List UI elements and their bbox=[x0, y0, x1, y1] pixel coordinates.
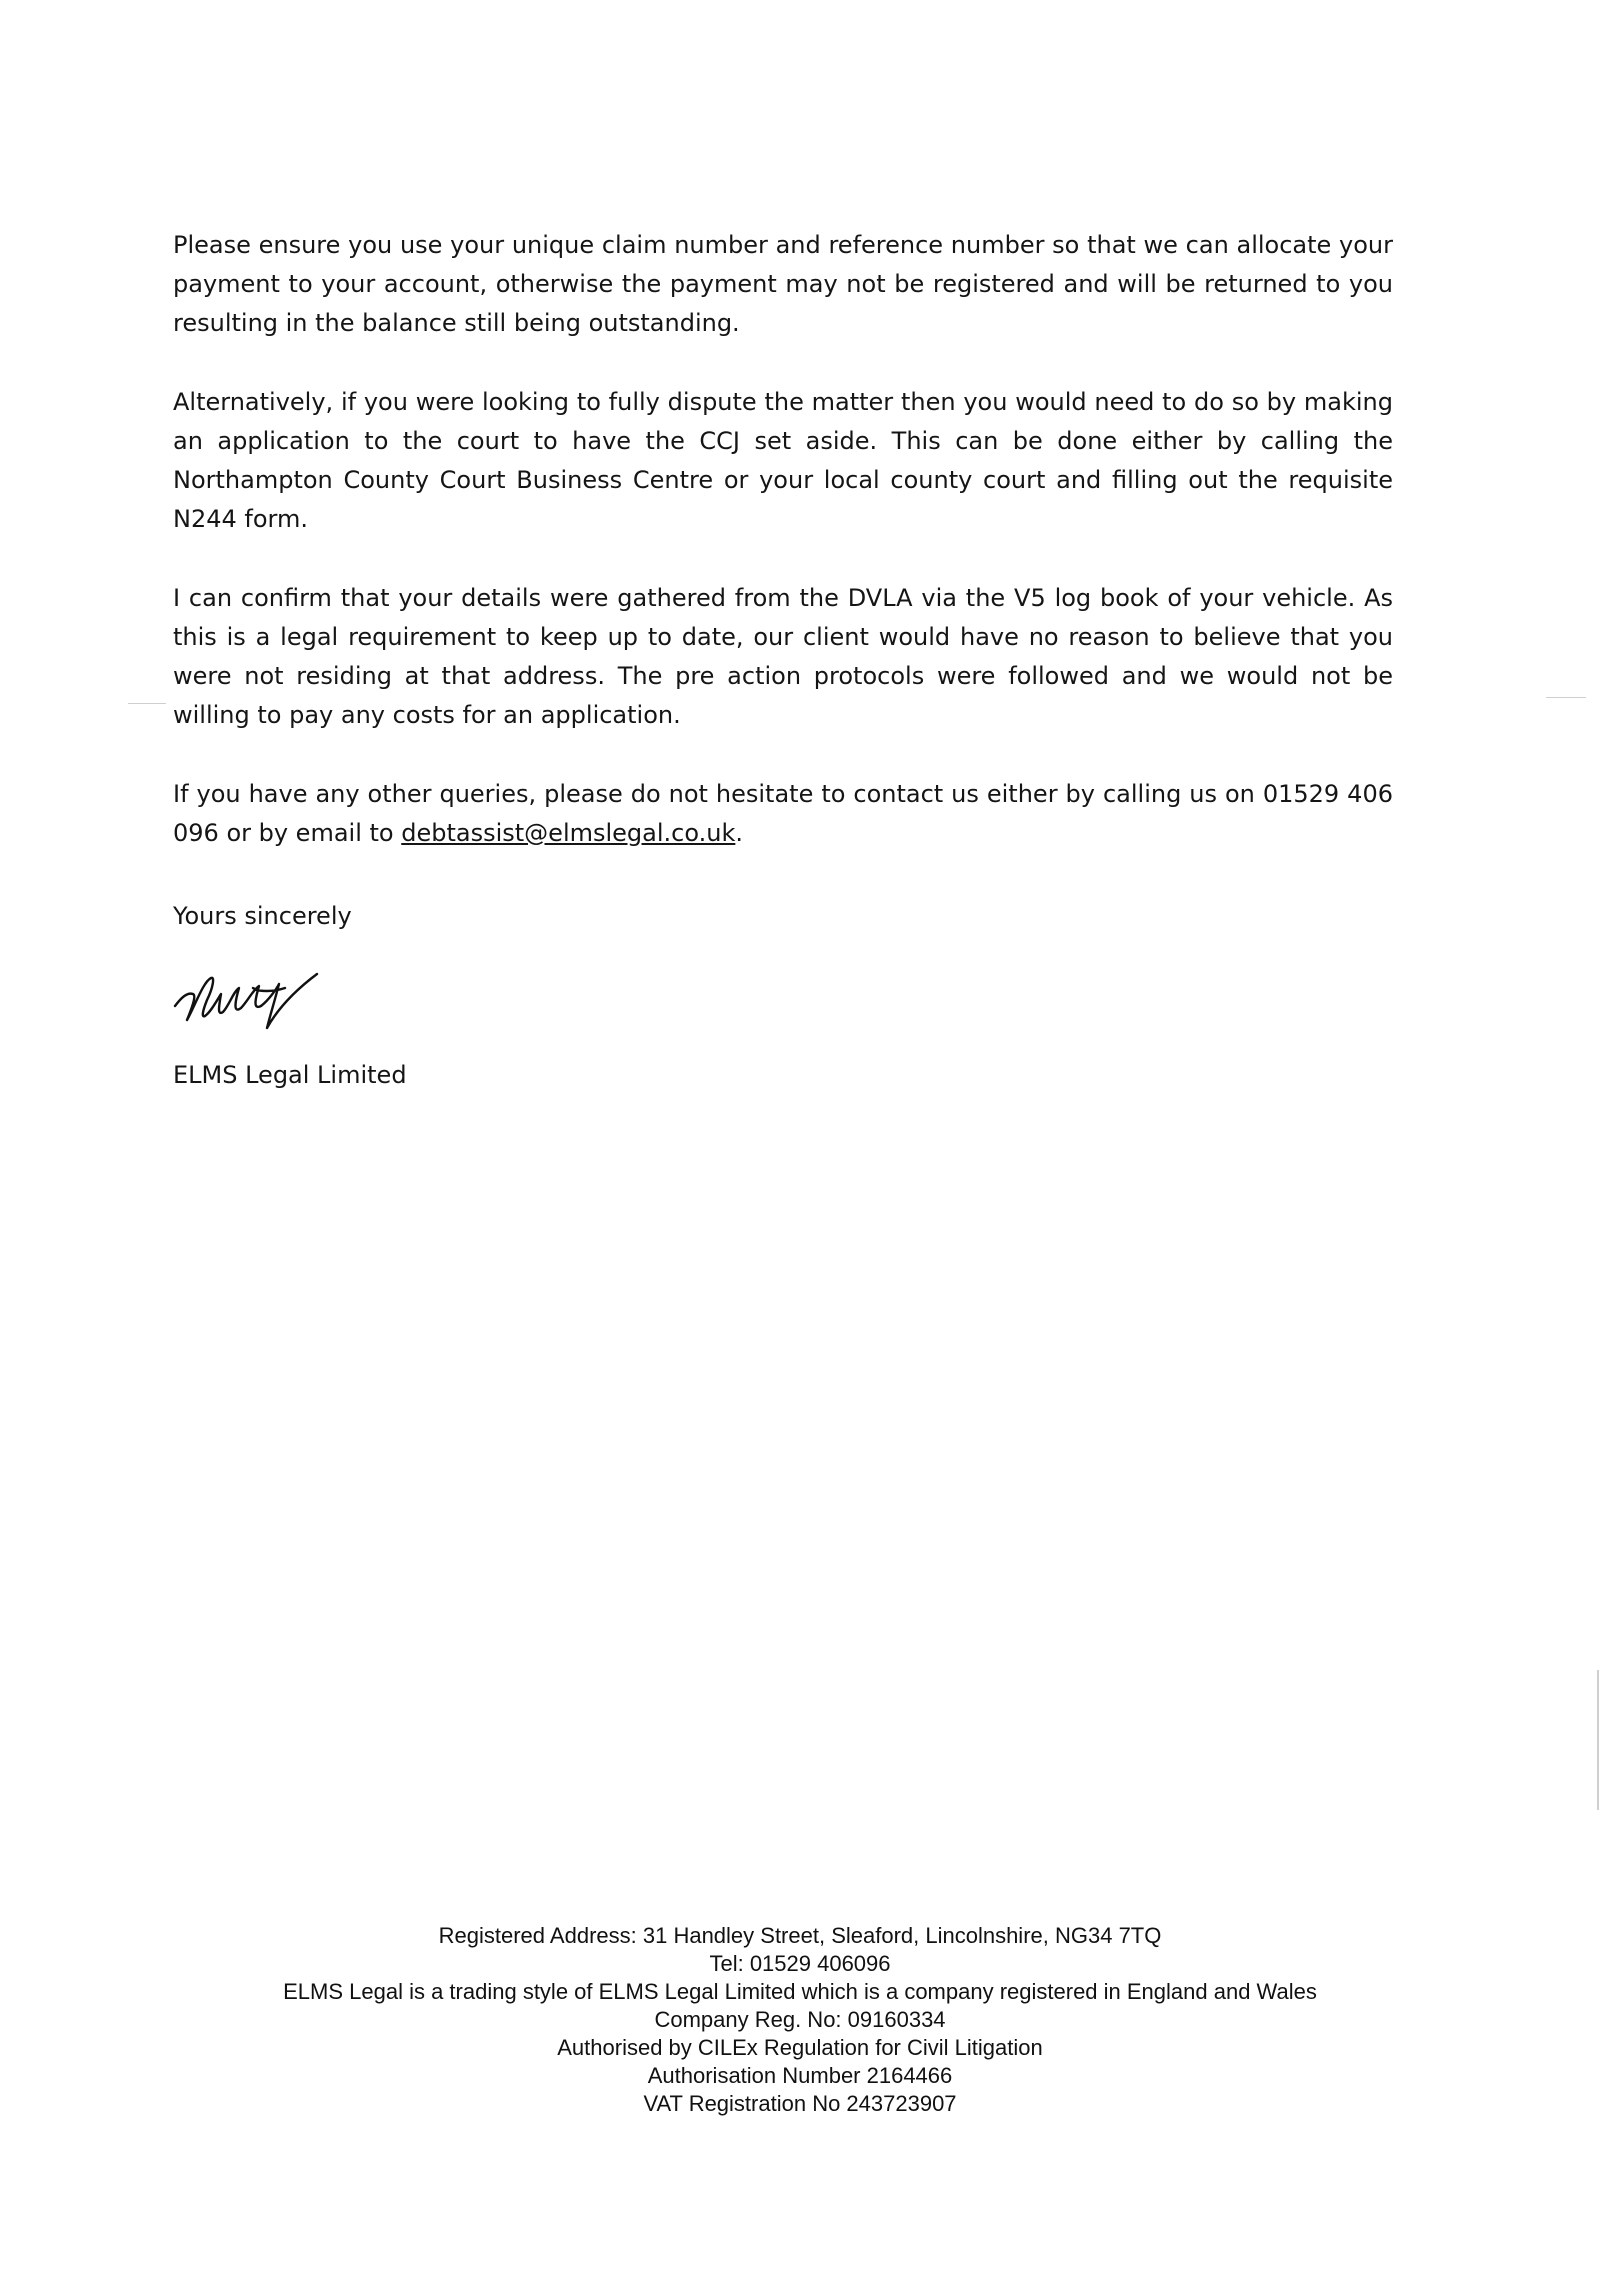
footer-trading-style: ELMS Legal is a trading style of ELMS Legal Limited which is a company registered in England and Wales bbox=[283, 1979, 1317, 2004]
email-link[interactable]: debtassist@elmslegal.co.uk bbox=[401, 819, 736, 847]
paragraph-contact bbox=[173, 775, 1393, 853]
scan-mark-edge bbox=[1597, 1670, 1599, 1810]
footer-tel: Tel: 01529 406096 bbox=[709, 1951, 891, 1976]
closing: Yours sincerely bbox=[173, 902, 352, 930]
paragraph-dvla-details: I can confirm that your details were gathered from the DVLA via the V5 log book of your vehicle. As this is a legal requirement to keep up to date, our client would have no reason to believe that you were not residing at that address. The pre action protocols were followed and we would not be willing to pay any costs for an application. bbox=[173, 584, 1393, 729]
footer-authorisation: Authorised by CILEx Regulation for Civil Litigation bbox=[557, 2035, 1043, 2060]
footer-registered-address: Registered Address: 31 Handley Street, Sleaford, Lincolnshire, NG34 7TQ bbox=[438, 1923, 1162, 1948]
paragraph-dispute: Alternatively, if you were looking to fully dispute the matter then you would need to do so by making an application to the court to have the CCJ set aside. This can be done either by calling the Northampton County Court Business Centre or your local county court and filling out the requisite N244 form. bbox=[173, 388, 1393, 533]
contact-text: If you have any other queries, please do not hesitate to contact us either by calling us on 01529 406 096 or by email to bbox=[173, 780, 1393, 847]
contact-text-end: . bbox=[735, 819, 743, 847]
scan-mark-left bbox=[128, 703, 166, 704]
footer-vat: VAT Registration No 243723907 bbox=[643, 2091, 957, 2116]
signature bbox=[167, 948, 347, 1038]
scan-mark-right bbox=[1546, 697, 1586, 698]
signatory: ELMS Legal Limited bbox=[173, 1061, 407, 1089]
paragraph-payment-reference: Please ensure you use your unique claim number and reference number so that we can allocate your payment to your account, otherwise the payment may not be registered and will be returned to you resulting in the balance still being outstanding. bbox=[173, 231, 1393, 337]
footer-authorisation-number: Authorisation Number 2164466 bbox=[647, 2063, 953, 2088]
footer-company-reg: Company Reg. No: 09160334 bbox=[654, 2007, 946, 2032]
letter-body bbox=[173, 226, 1393, 1095]
footer bbox=[0, 1922, 1600, 2118]
